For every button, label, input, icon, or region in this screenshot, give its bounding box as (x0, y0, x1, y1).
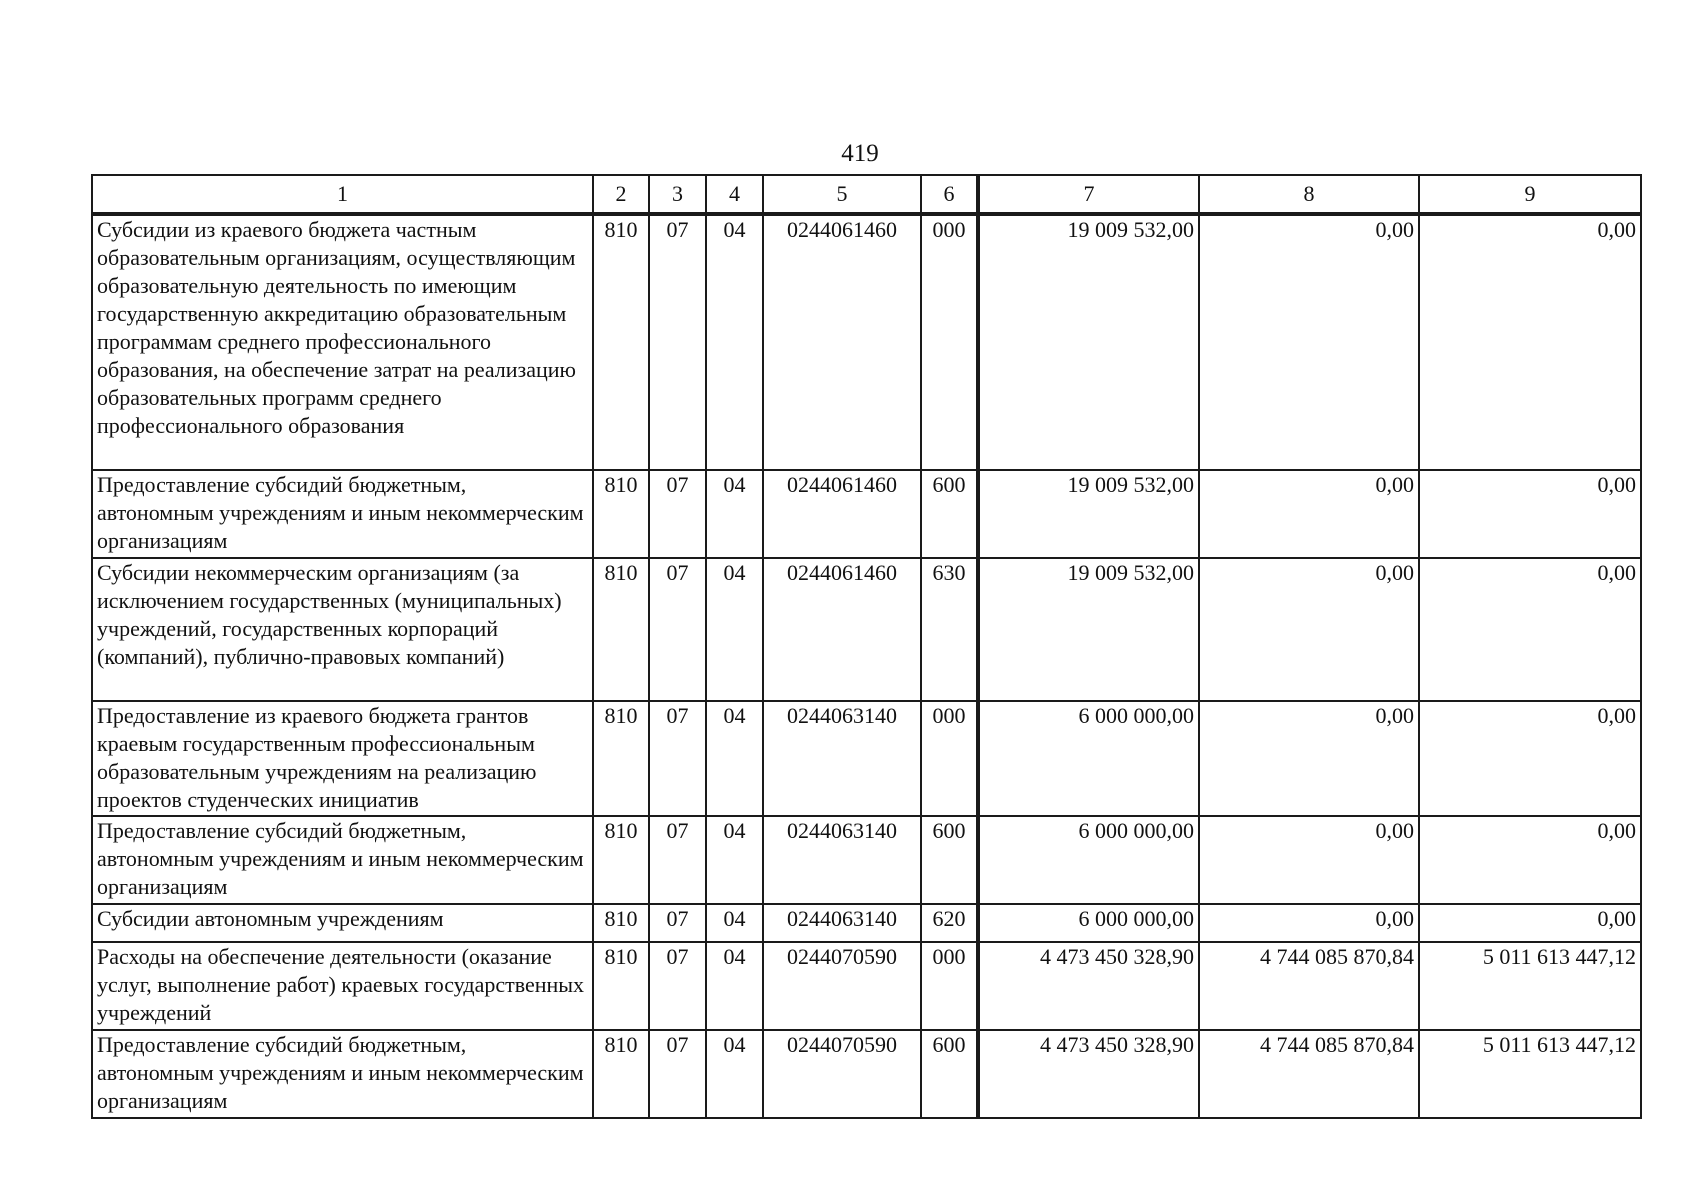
amount-cell: 4 473 450 328,90 (978, 942, 1199, 1030)
code-cell: 810 (593, 816, 649, 904)
amount-cell: 0,00 (1419, 816, 1641, 904)
table-row (92, 816, 1641, 904)
header-cell: 7 (978, 175, 1199, 214)
code-cell: 07 (649, 558, 706, 701)
amount-cell: 0,00 (1419, 558, 1641, 701)
header-cell: 5 (763, 175, 921, 214)
code-cell: 07 (649, 214, 706, 470)
table-row (92, 1030, 1641, 1118)
header-cell: 3 (649, 175, 706, 214)
expense-name: Предоставление субсидий бюджетным, автономным учреждениям и иным некоммерческим организациям (92, 816, 593, 904)
amount-cell: 0,00 (1199, 558, 1419, 701)
table-row (92, 558, 1641, 701)
code-cell: 07 (649, 816, 706, 904)
code-cell: 0244063140 (763, 816, 921, 904)
code-cell: 600 (921, 1030, 978, 1118)
code-cell: 600 (921, 816, 978, 904)
code-cell: 04 (706, 470, 763, 558)
header-cell: 1 (92, 175, 593, 214)
header-cell: 8 (1199, 175, 1419, 214)
header-cell: 4 (706, 175, 763, 214)
expense-name: Предоставление из краевого бюджета грантов краевым государственным профессиональным образовательным учреждениям на реализацию проектов студенческих инициатив (92, 701, 593, 816)
amount-cell: 0,00 (1199, 816, 1419, 904)
header-cell: 9 (1419, 175, 1641, 214)
amount-cell: 0,00 (1419, 470, 1641, 558)
amount-cell: 5 011 613 447,12 (1419, 1030, 1641, 1118)
table-row (92, 904, 1641, 942)
amount-cell: 19 009 532,00 (978, 470, 1199, 558)
page-number: 419 (841, 140, 879, 167)
code-cell: 0244061460 (763, 558, 921, 701)
table-row (92, 942, 1641, 1030)
code-cell: 000 (921, 942, 978, 1030)
expense-name: Предоставление субсидий бюджетным, автономным учреждениям и иным некоммерческим организациям (92, 470, 593, 558)
table-row (92, 470, 1641, 558)
amount-cell: 6 000 000,00 (978, 904, 1199, 942)
code-cell: 810 (593, 904, 649, 942)
amount-cell: 5 011 613 447,12 (1419, 942, 1641, 1030)
code-cell: 000 (921, 214, 978, 470)
code-cell: 07 (649, 701, 706, 816)
expense-name: Субсидии автономным учреждениям (92, 904, 593, 942)
code-cell: 0244070590 (763, 942, 921, 1030)
code-cell: 04 (706, 816, 763, 904)
budget-table (91, 174, 1642, 1119)
code-cell: 04 (706, 214, 763, 470)
table-row (92, 701, 1641, 816)
code-cell: 0244061460 (763, 470, 921, 558)
header-row (92, 175, 1641, 214)
code-cell: 810 (593, 558, 649, 701)
code-cell: 04 (706, 904, 763, 942)
code-cell: 000 (921, 701, 978, 816)
amount-cell: 6 000 000,00 (978, 816, 1199, 904)
expense-name: Предоставление субсидий бюджетным, автономным учреждениям и иным некоммерческим организациям (92, 1030, 593, 1118)
code-cell: 810 (593, 470, 649, 558)
code-cell: 810 (593, 1030, 649, 1118)
header-cell: 6 (921, 175, 978, 214)
code-cell: 0244063140 (763, 904, 921, 942)
code-cell: 0244063140 (763, 701, 921, 816)
table-row (92, 214, 1641, 470)
amount-cell: 19 009 532,00 (978, 558, 1199, 701)
code-cell: 04 (706, 558, 763, 701)
code-cell: 04 (706, 942, 763, 1030)
code-cell: 07 (649, 1030, 706, 1118)
header-cell: 2 (593, 175, 649, 214)
code-cell: 810 (593, 214, 649, 470)
amount-cell: 0,00 (1199, 701, 1419, 816)
amount-cell: 0,00 (1199, 214, 1419, 470)
code-cell: 04 (706, 701, 763, 816)
code-cell: 600 (921, 470, 978, 558)
code-cell: 0244070590 (763, 1030, 921, 1118)
amount-cell: 4 473 450 328,90 (978, 1030, 1199, 1118)
amount-cell: 6 000 000,00 (978, 701, 1199, 816)
amount-cell: 19 009 532,00 (978, 214, 1199, 470)
code-cell: 07 (649, 904, 706, 942)
amount-cell: 4 744 085 870,84 (1199, 1030, 1419, 1118)
code-cell: 630 (921, 558, 978, 701)
expense-name: Расходы на обеспечение деятельности (оказание услуг, выполнение работ) краевых государственных учреждений (92, 942, 593, 1030)
code-cell: 07 (649, 470, 706, 558)
amount-cell: 0,00 (1199, 904, 1419, 942)
expense-name: Субсидии некоммерческим организациям (за исключением государственных (муниципальных) учреждений, государственных корпораций (компаний), публично-правовых компаний) (92, 558, 593, 701)
code-cell: 0244061460 (763, 214, 921, 470)
amount-cell: 0,00 (1419, 214, 1641, 470)
code-cell: 07 (649, 942, 706, 1030)
code-cell: 04 (706, 1030, 763, 1118)
code-cell: 620 (921, 904, 978, 942)
expense-name: Субсидии из краевого бюджета частным образовательным организациям, осуществляющим образовательную деятельность по имеющим государственную аккредитацию образовательным программам среднего профессионального образования, на обеспечение затрат на реализацию образовательных программ среднего профессионального образования (92, 214, 593, 470)
amount-cell: 0,00 (1419, 904, 1641, 942)
amount-cell: 4 744 085 870,84 (1199, 942, 1419, 1030)
code-cell: 810 (593, 701, 649, 816)
amount-cell: 0,00 (1419, 701, 1641, 816)
code-cell: 810 (593, 942, 649, 1030)
amount-cell: 0,00 (1199, 470, 1419, 558)
